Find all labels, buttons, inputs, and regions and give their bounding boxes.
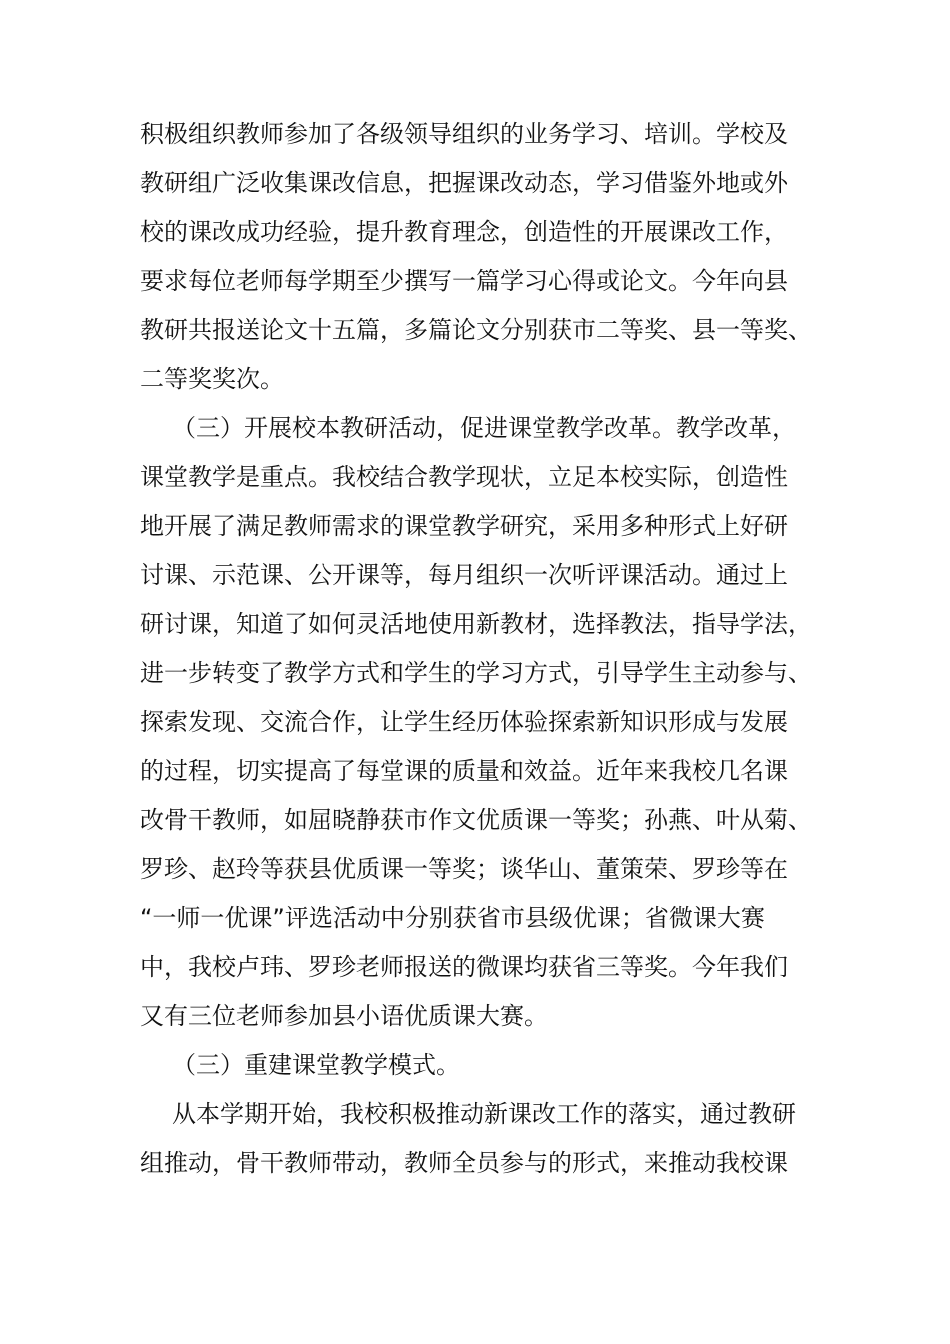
text-line: 罗珍、赵玲等获县优质课一等奖；谈华山、董策荣、罗珍等在 [140, 855, 788, 883]
text-line: 讨课、示范课、公开课等，每月组织一次听评课活动。通过上 [140, 561, 788, 589]
text-line: 研讨课，知道了如何灵活地使用新教材，选择教法，指导学法， [140, 610, 812, 638]
text-line: 地开展了满足教师需求的课堂教学研究，采用多种形式上好研 [140, 512, 788, 540]
text-line: “一师一优课”评选活动中分别获省市县级优课；省微课大赛 [140, 904, 765, 932]
text-line: 积极组织教师参加了各级领导组织的业务学习、培训。学校及 [140, 120, 788, 148]
section-heading: （三）重建课堂教学模式。 [172, 1051, 460, 1079]
text-line: 课堂教学是重点。我校结合教学现状，立足本校实际，创造性 [140, 463, 788, 491]
text-line: 进一步转变了教学方式和学生的学习方式，引导学生主动参与、 [140, 659, 812, 687]
text-line: 中，我校卢玮、罗珍老师报送的微课均获省三等奖。今年我们 [140, 953, 788, 981]
text-line: 探索发现、交流合作，让学生经历体验探索新知识形成与发展 [140, 708, 788, 736]
text-line: 又有三位老师参加县小语优质课大赛。 [140, 1002, 548, 1030]
text-line: 的过程，切实提高了每堂课的质量和效益。近年来我校几名课 [140, 757, 788, 785]
text-line: 要求每位老师每学期至少撰写一篇学习心得或论文。今年向县 [140, 267, 788, 295]
text-line: 从本学期开始，我校积极推动新课改工作的落实，通过教研 [172, 1100, 796, 1128]
text-line: 二等奖奖次。 [140, 365, 284, 393]
text-line: 改骨干教师，如屈晓静获市作文优质课一等奖；孙燕、叶从菊、 [140, 806, 812, 834]
section-heading: （三）开展校本教研活动，促进课堂教学改革。教学改革， [172, 414, 796, 442]
text-line: 组推动，骨干教师带动，教师全员参与的形式，来推动我校课 [140, 1149, 788, 1177]
text-line: 教研共报送论文十五篇，多篇论文分别获市二等奖、县一等奖、 [140, 316, 812, 344]
text-line: 校的课改成功经验，提升教育理念，创造性的开展课改工作， [140, 218, 788, 246]
text-line: 教研组广泛收集课改信息，把握课改动态，学习借鉴外地或外 [140, 169, 788, 197]
